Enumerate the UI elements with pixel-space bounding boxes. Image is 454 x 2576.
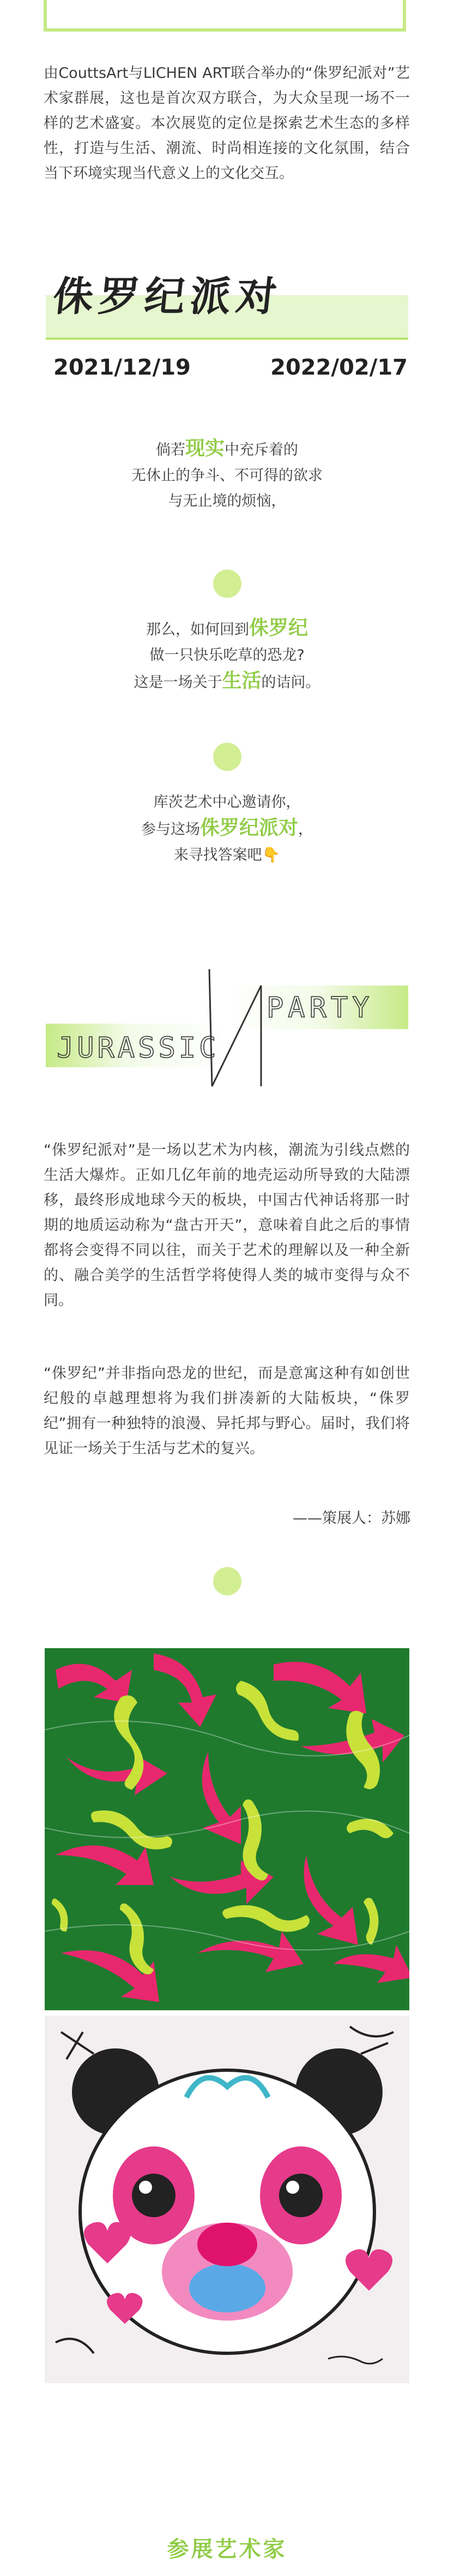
- banner-underline: [46, 338, 408, 340]
- curator-signature: ——策展人：苏娜: [293, 1510, 410, 1527]
- intro-paragraph: 由CouttsArt与LICHEN ART联合举办的“侏罗纪派对”艺术家群展，这也是首次双方联合，为大众呈现一场不一样的艺术盛宴。本次展览的定位是探索艺术生态的多样性，打造与生活、潮流、时尚相连接的文化氛围，结合当下环境实现当代意义上的文化交互。: [44, 65, 410, 182]
- stanza-1-line-1: [0, 436, 454, 463]
- date-start: 2021/12/19: [53, 355, 191, 380]
- banner-title: 侏罗纪派对: [50, 273, 284, 320]
- stanza-1-text: 倘若: [155, 442, 185, 458]
- stanza-2: [0, 615, 454, 695]
- artwork-2-svg: [45, 2016, 409, 2383]
- green-dot-divider: [213, 1567, 241, 1595]
- stanza-2-text: 这是一场关于: [134, 674, 222, 691]
- artwork-1-svg: [45, 1648, 409, 2010]
- stanza-2-line-2: 做一只快乐吃草的恐龙?: [149, 647, 305, 664]
- artwork-image-1: [45, 1648, 409, 2010]
- footer-title: 参展艺术家: [167, 2537, 287, 2562]
- stanza-1-highlight: 现实: [185, 437, 225, 460]
- stanza-1-line-2: 无休止的争斗、不可得的欲求: [131, 467, 323, 484]
- stanza-1-line-3: 与无止境的烦恼，: [168, 493, 286, 510]
- jurassic-party-svg: [46, 964, 408, 1089]
- jurassic-party-graphic: [46, 964, 408, 1089]
- banner-dates: [53, 355, 408, 380]
- stanza-2-text: 那么，如何回到: [146, 621, 249, 638]
- stanza-3-text: ，: [298, 821, 313, 838]
- stanza-2-text: 的诘问。: [261, 674, 320, 691]
- jurassic-word: JURASSIC: [57, 1032, 220, 1064]
- stanza-2-highlight: 侏罗纪: [249, 617, 308, 639]
- stanza-3-line-2: [0, 815, 454, 842]
- stanza-3-line-3: 来寻找答案吧👇: [173, 847, 281, 864]
- stanza-1-text: 中充斥着的: [225, 442, 298, 458]
- stanza-3-text: 参与这场: [141, 821, 200, 838]
- stanza-3: [0, 790, 454, 868]
- stanza-1: [0, 436, 454, 514]
- stanza-3-line-1: 库茨艺术中心邀请你，: [153, 794, 301, 811]
- title-banner: [46, 252, 408, 388]
- stanza-2-highlight: 生活: [222, 670, 262, 692]
- top-green-frame: [44, 0, 406, 32]
- body-paragraph-1: “侏罗纪派对”是一场以艺术为内核，潮流为引线点燃的生活大爆炸。正如几亿年前的地壳运动所导致的大陆漂移，最终形成地球今天的板块，中国古代神话将那一时期的地质运动称为“盘古开天”，意味着自此之后的事情都将会变得不同以往，而关于艺术的理解以及一种全新的、融合美学的生活哲学将使得人类的城市变得与众不同。: [44, 1142, 410, 1309]
- date-end: 2022/02/17: [270, 355, 408, 380]
- party-word: PARTY: [267, 992, 374, 1024]
- stanza-2-line-3: [0, 668, 454, 695]
- artwork-image-2: [45, 2016, 409, 2383]
- stanza-2-line-1: [0, 615, 454, 643]
- green-dot-divider: [213, 743, 241, 771]
- green-dot-divider: [213, 570, 241, 598]
- stanza-3-highlight: 侏罗纪派对: [199, 817, 298, 839]
- body-paragraph-2: “侏罗纪”并非指向恐龙的世纪，而是意寓这种有如创世纪般的卓越理想将为我们拼凑新的大陆板块，“侏罗纪”拥有一种独特的浪漫、异托邦与野心。届时，我们将见证一场关于生活与艺术的复兴。: [44, 1365, 410, 1457]
